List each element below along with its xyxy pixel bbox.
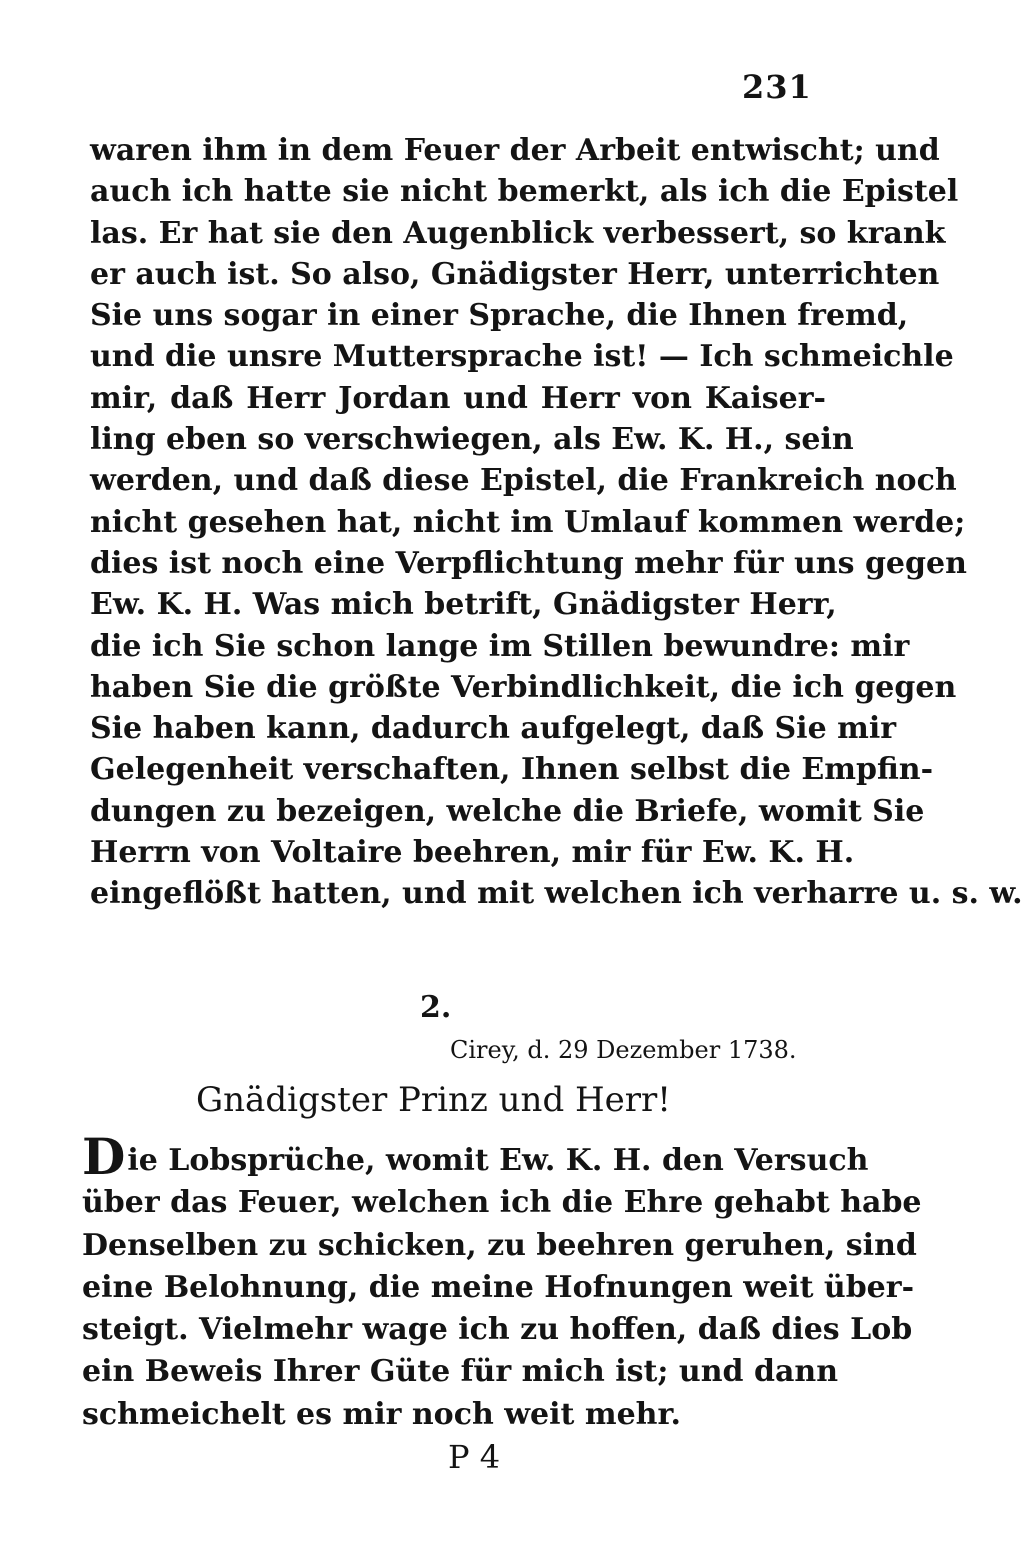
text-line: las. Er hat sie den Augenblick verbessert, so krank: [90, 215, 946, 251]
text-line: die ich Sie schon lange im Stillen bewundre: mir: [90, 628, 910, 664]
text-line: Sie haben kann, dadurch aufgelegt, daß Sie mir: [90, 711, 897, 747]
text-line: ein Beweis Ihrer Güte für mich ist; und dann: [82, 1354, 839, 1390]
text-line: steigt. Vielmehr wage ich zu hoffen, daß dies Lob: [82, 1312, 913, 1348]
text-line: dies ist noch eine Verpflichtung mehr für uns gegen: [90, 545, 967, 581]
text-line: Ew. K. H. Was mich betrift, Gnädigster Herr,: [90, 587, 837, 623]
letter-dateline: Cirey, d. 29 Dezember 1738.: [450, 1036, 797, 1064]
text-line: Gelegenheit verschaften, Ihnen selbst die Empfin-: [90, 752, 934, 788]
text-line: nicht gesehen hat, nicht im Umlauf kommen werde;: [90, 504, 966, 540]
text-line: haben Sie die größte Verbindlichkeit, die ich gegen: [90, 669, 957, 705]
page-number: 231: [742, 68, 812, 106]
text-line: Denselben zu schicken, zu beehren geruhen, sind: [82, 1227, 917, 1263]
body-text: [90, 130, 1023, 915]
text-line: dungen zu bezeigen, welche die Briefe, womit Sie: [90, 793, 925, 829]
text-line: waren ihm in dem Feuer der Arbeit entwischt; und: [90, 133, 940, 168]
first-line-text: ie Lobsprüche, womit Ew. K. H. den Versuch: [127, 1143, 869, 1178]
drop-cap: D: [82, 1127, 126, 1186]
text-line: Sie uns sogar in einer Sprache, die Ihnen fremd,: [90, 298, 909, 334]
text-line: eingeflößt hatten, und mit welchen ich verharre u. s. w.: [90, 876, 1023, 912]
text-line: eine Belohnung, die meine Hofnungen weit über-: [82, 1269, 915, 1305]
letter-text: [82, 1127, 922, 1436]
section-number: 2.: [420, 990, 452, 1025]
text-line: [82, 1127, 869, 1186]
letter-salutation: Gnädigster Prinz und Herr!: [196, 1080, 671, 1120]
text-line: er auch ist. So also, Gnädigster Herr, unterrichten: [90, 256, 940, 292]
text-line: werden, und daß diese Epistel, die Frankreich noch: [90, 463, 957, 499]
text-line: mir, daß Herr Jordan und Herr von Kaiser-: [90, 380, 826, 416]
text-line: Herrn von Voltaire beehren, mir für Ew. K. H.: [90, 835, 855, 871]
signature-mark: P 4: [448, 1438, 501, 1476]
text-line: ling eben so verschwiegen, als Ew. K. H., sein: [90, 422, 854, 458]
text-line: über das Feuer, welchen ich die Ehre gehabt habe: [82, 1185, 922, 1221]
text-line: und die unsre Muttersprache ist! — Ich schmeichle: [90, 339, 954, 375]
text-line: schmeichelt es mir noch weit mehr.: [82, 1396, 681, 1432]
text-line: auch ich hatte sie nicht bemerkt, als ich die Epistel: [90, 174, 959, 210]
